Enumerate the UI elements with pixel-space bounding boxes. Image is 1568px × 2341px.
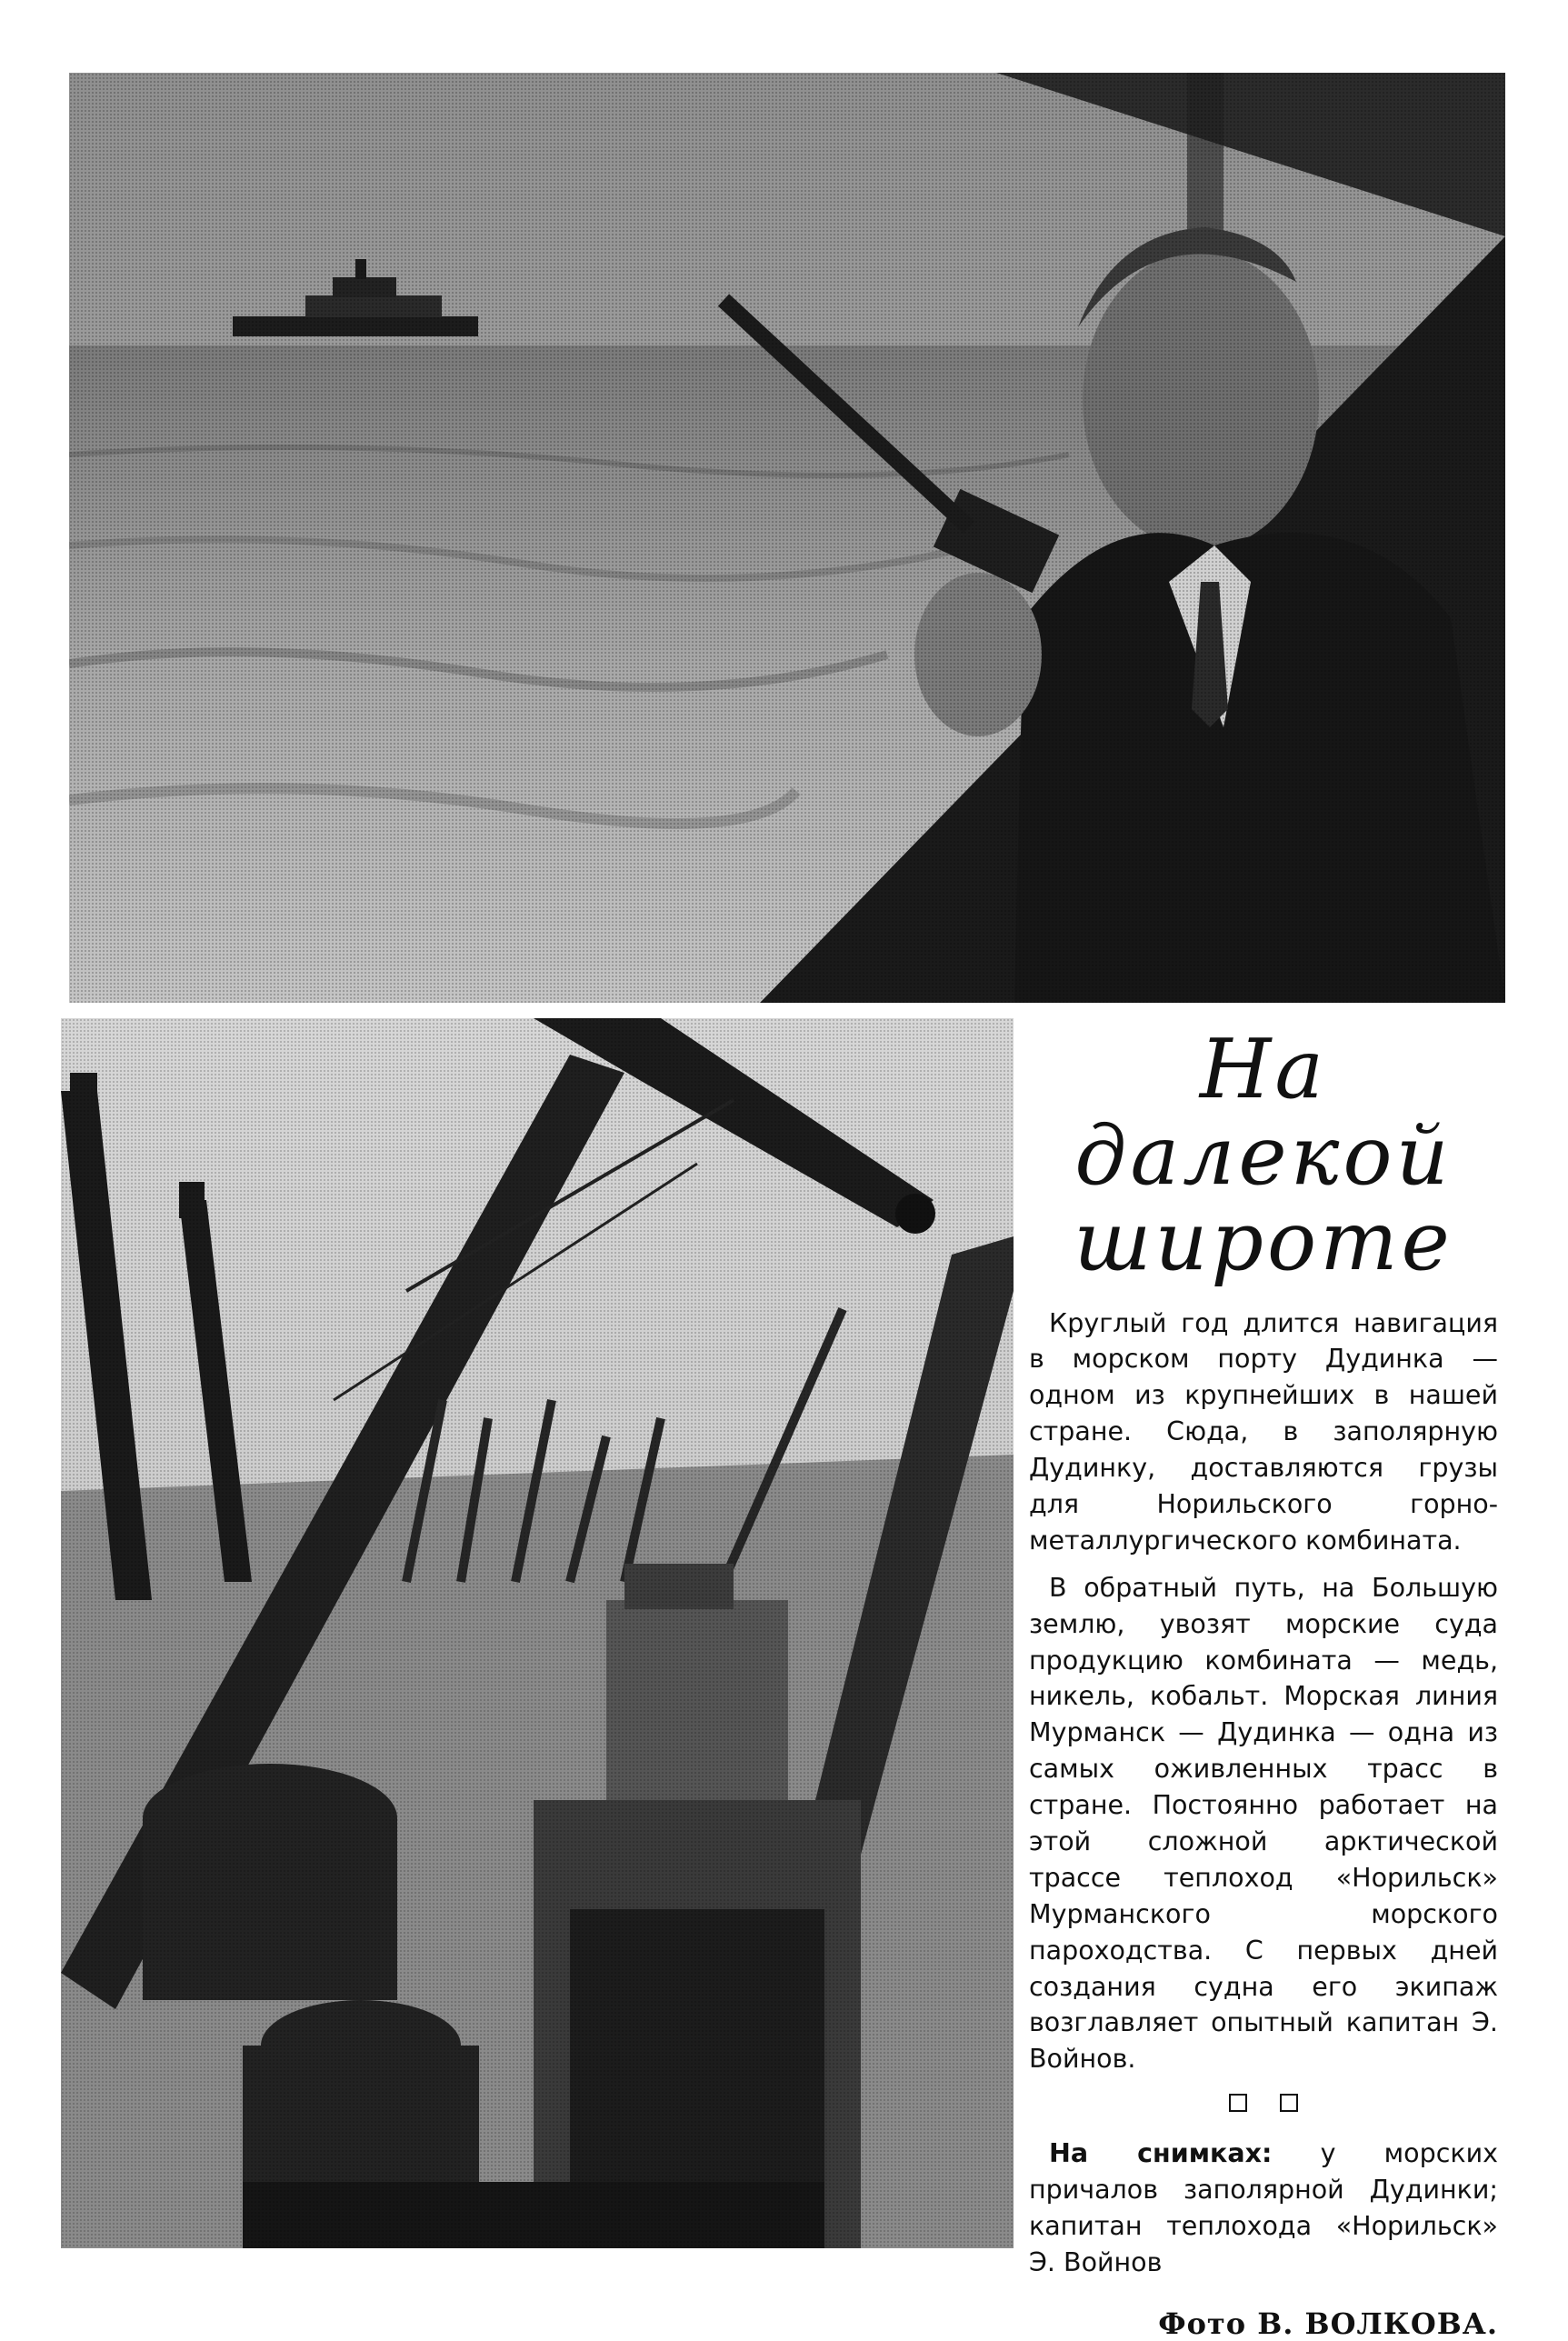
photo-captain-on-bridge [69,73,1505,1003]
caption-text: у морских причалов заполярной Дудинки; капитан теплохода «Норильск» Э. Войнов [1029,2138,1498,2277]
article-body [1029,1306,1498,2078]
article-paragraph-2: В обратный путь, на Большую землю, увозят морские суда продукцию комбината — медь, никель, кобальт. Морская линия Мурманск — Дудинка — одна из самых оживленных трасс в стране. Постоянно работает на этой сложной арктической трассе теплоход «Норильск» Мурманского морского пароходства. С первых дней создания судна его экипаж возглавляет опытный капитан Э. Войнов. [1029,1572,1498,2075]
article-paragraph-1: Круглый год длится навигация в морском порту Дудинка — одном из крупнейших в нашей стране. Сюда, в заполярную Дудинку, доставляются грузы для Норильского горно-металлургического комбината. [1029,1307,1498,1556]
photo-captain-illustration [69,73,1505,1003]
headline-line-1: На далекой [1074,1022,1453,1204]
caption-label: На снимках: [1049,2138,1273,2169]
section-divider [1029,2094,1498,2112]
divider-square-icon [1280,2094,1298,2112]
divider-square-icon [1229,2094,1247,2112]
photo-credit: Фото В. ВОЛКОВА. [1158,2306,1498,2341]
article-column [1029,1022,1498,2341]
photo-port-cranes [61,1018,1014,2248]
headline-line-2: широте [1074,1194,1453,1289]
photo-caption [1029,2136,1498,2281]
photo-cranes-illustration [61,1018,1014,2248]
headline [1029,1022,1498,1289]
